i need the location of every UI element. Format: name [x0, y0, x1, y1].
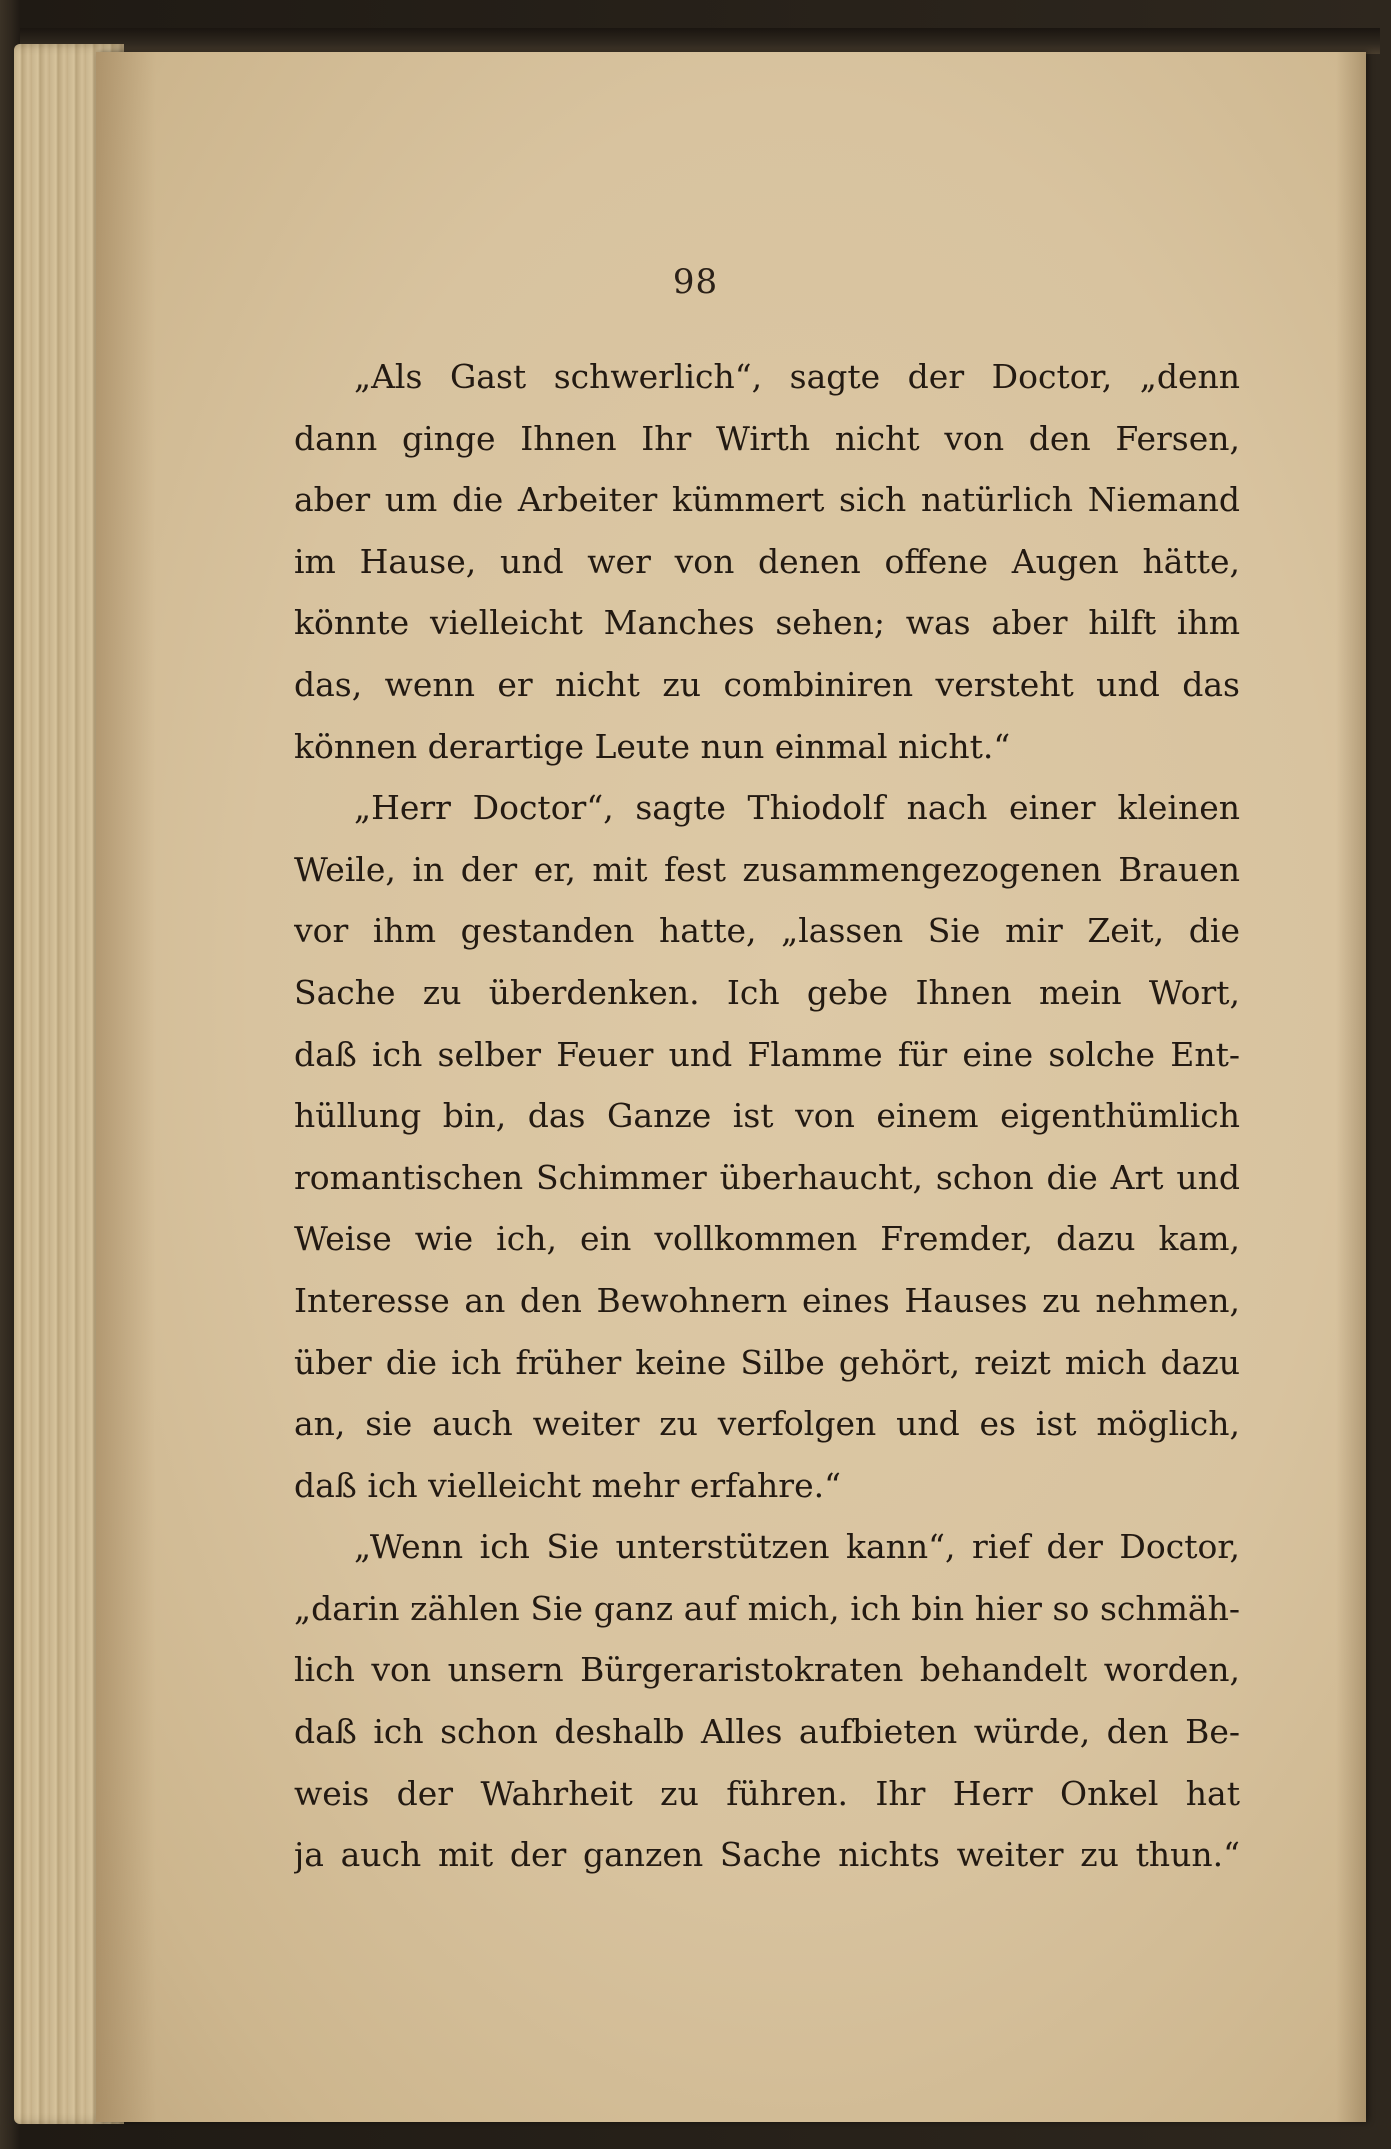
text-line: lich von unsern Bürgeraristokraten behandelt worden, — [294, 1650, 1240, 1690]
text-line: Weile, in der er, mit fest zusammengezogenen Brauen — [294, 849, 1240, 889]
text-line: an, sie auch weiter zu verfolgen und es ist möglich, — [294, 1404, 1240, 1444]
text-line: ja auch mit der ganzen Sache nichts weiter zu thun.“ — [294, 1835, 1240, 1875]
text-line: „Wenn ich Sie unterstützen kann“, rief der Doctor, — [354, 1527, 1240, 1567]
page-number: 98 — [672, 262, 719, 302]
text-line: im Hause, und wer von denen offene Augen hätte, — [294, 541, 1240, 581]
text-line: daß ich vielleicht mehr erfahre.“ — [294, 1465, 841, 1505]
text-line: dann ginge Ihnen Ihr Wirth nicht von den Fersen, — [294, 418, 1240, 458]
text-line: aber um die Arbeiter kümmert sich natürlich Niemand — [294, 480, 1240, 520]
text-line: weis der Wahrheit zu führen. Ihr Herr Onkel hat — [294, 1773, 1240, 1813]
text-line: könnte vielleicht Manches sehen; was aber hilft ihm — [294, 603, 1240, 643]
text-line: romantischen Schimmer überhaucht, schon die Art und — [294, 1157, 1240, 1197]
book-top-edge — [20, 28, 1380, 54]
text-line: vor ihm gestanden hatte, „lassen Sie mir Zeit, die — [294, 911, 1240, 951]
text-line: können derartige Leute nun einmal nicht.“ — [294, 726, 1011, 766]
text-line: Interesse an den Bewohnern eines Hauses zu nehmen, — [294, 1280, 1240, 1320]
text-line: über die ich früher keine Silbe gehört, reizt mich dazu — [294, 1342, 1240, 1382]
text-line: „Als Gast schwerlich“, sagte der Doctor, „denn — [354, 357, 1240, 396]
text-line: Weise wie ich, ein vollkommen Fremder, dazu kam, — [294, 1219, 1240, 1259]
text-line: das, wenn er nicht zu combiniren versteht und das — [294, 664, 1240, 704]
text-line: daß ich selber Feuer und Flamme für eine solche Ent- — [294, 1034, 1240, 1074]
body-text — [294, 346, 1240, 1886]
text-line: „darin zählen Sie ganz auf mich, ich bin hier so schmäh- — [294, 1588, 1240, 1628]
text-line: „Herr Doctor“, sagte Thiodolf nach einer kleinen — [354, 788, 1240, 828]
text-line: daß ich schon deshalb Alles aufbieten würde, den Be- — [294, 1712, 1240, 1752]
text-line: Sache zu überdenken. Ich gebe Ihnen mein Wort, — [294, 972, 1240, 1012]
text-line: hüllung bin, das Ganze ist von einem eigenthümlich — [294, 1096, 1240, 1136]
